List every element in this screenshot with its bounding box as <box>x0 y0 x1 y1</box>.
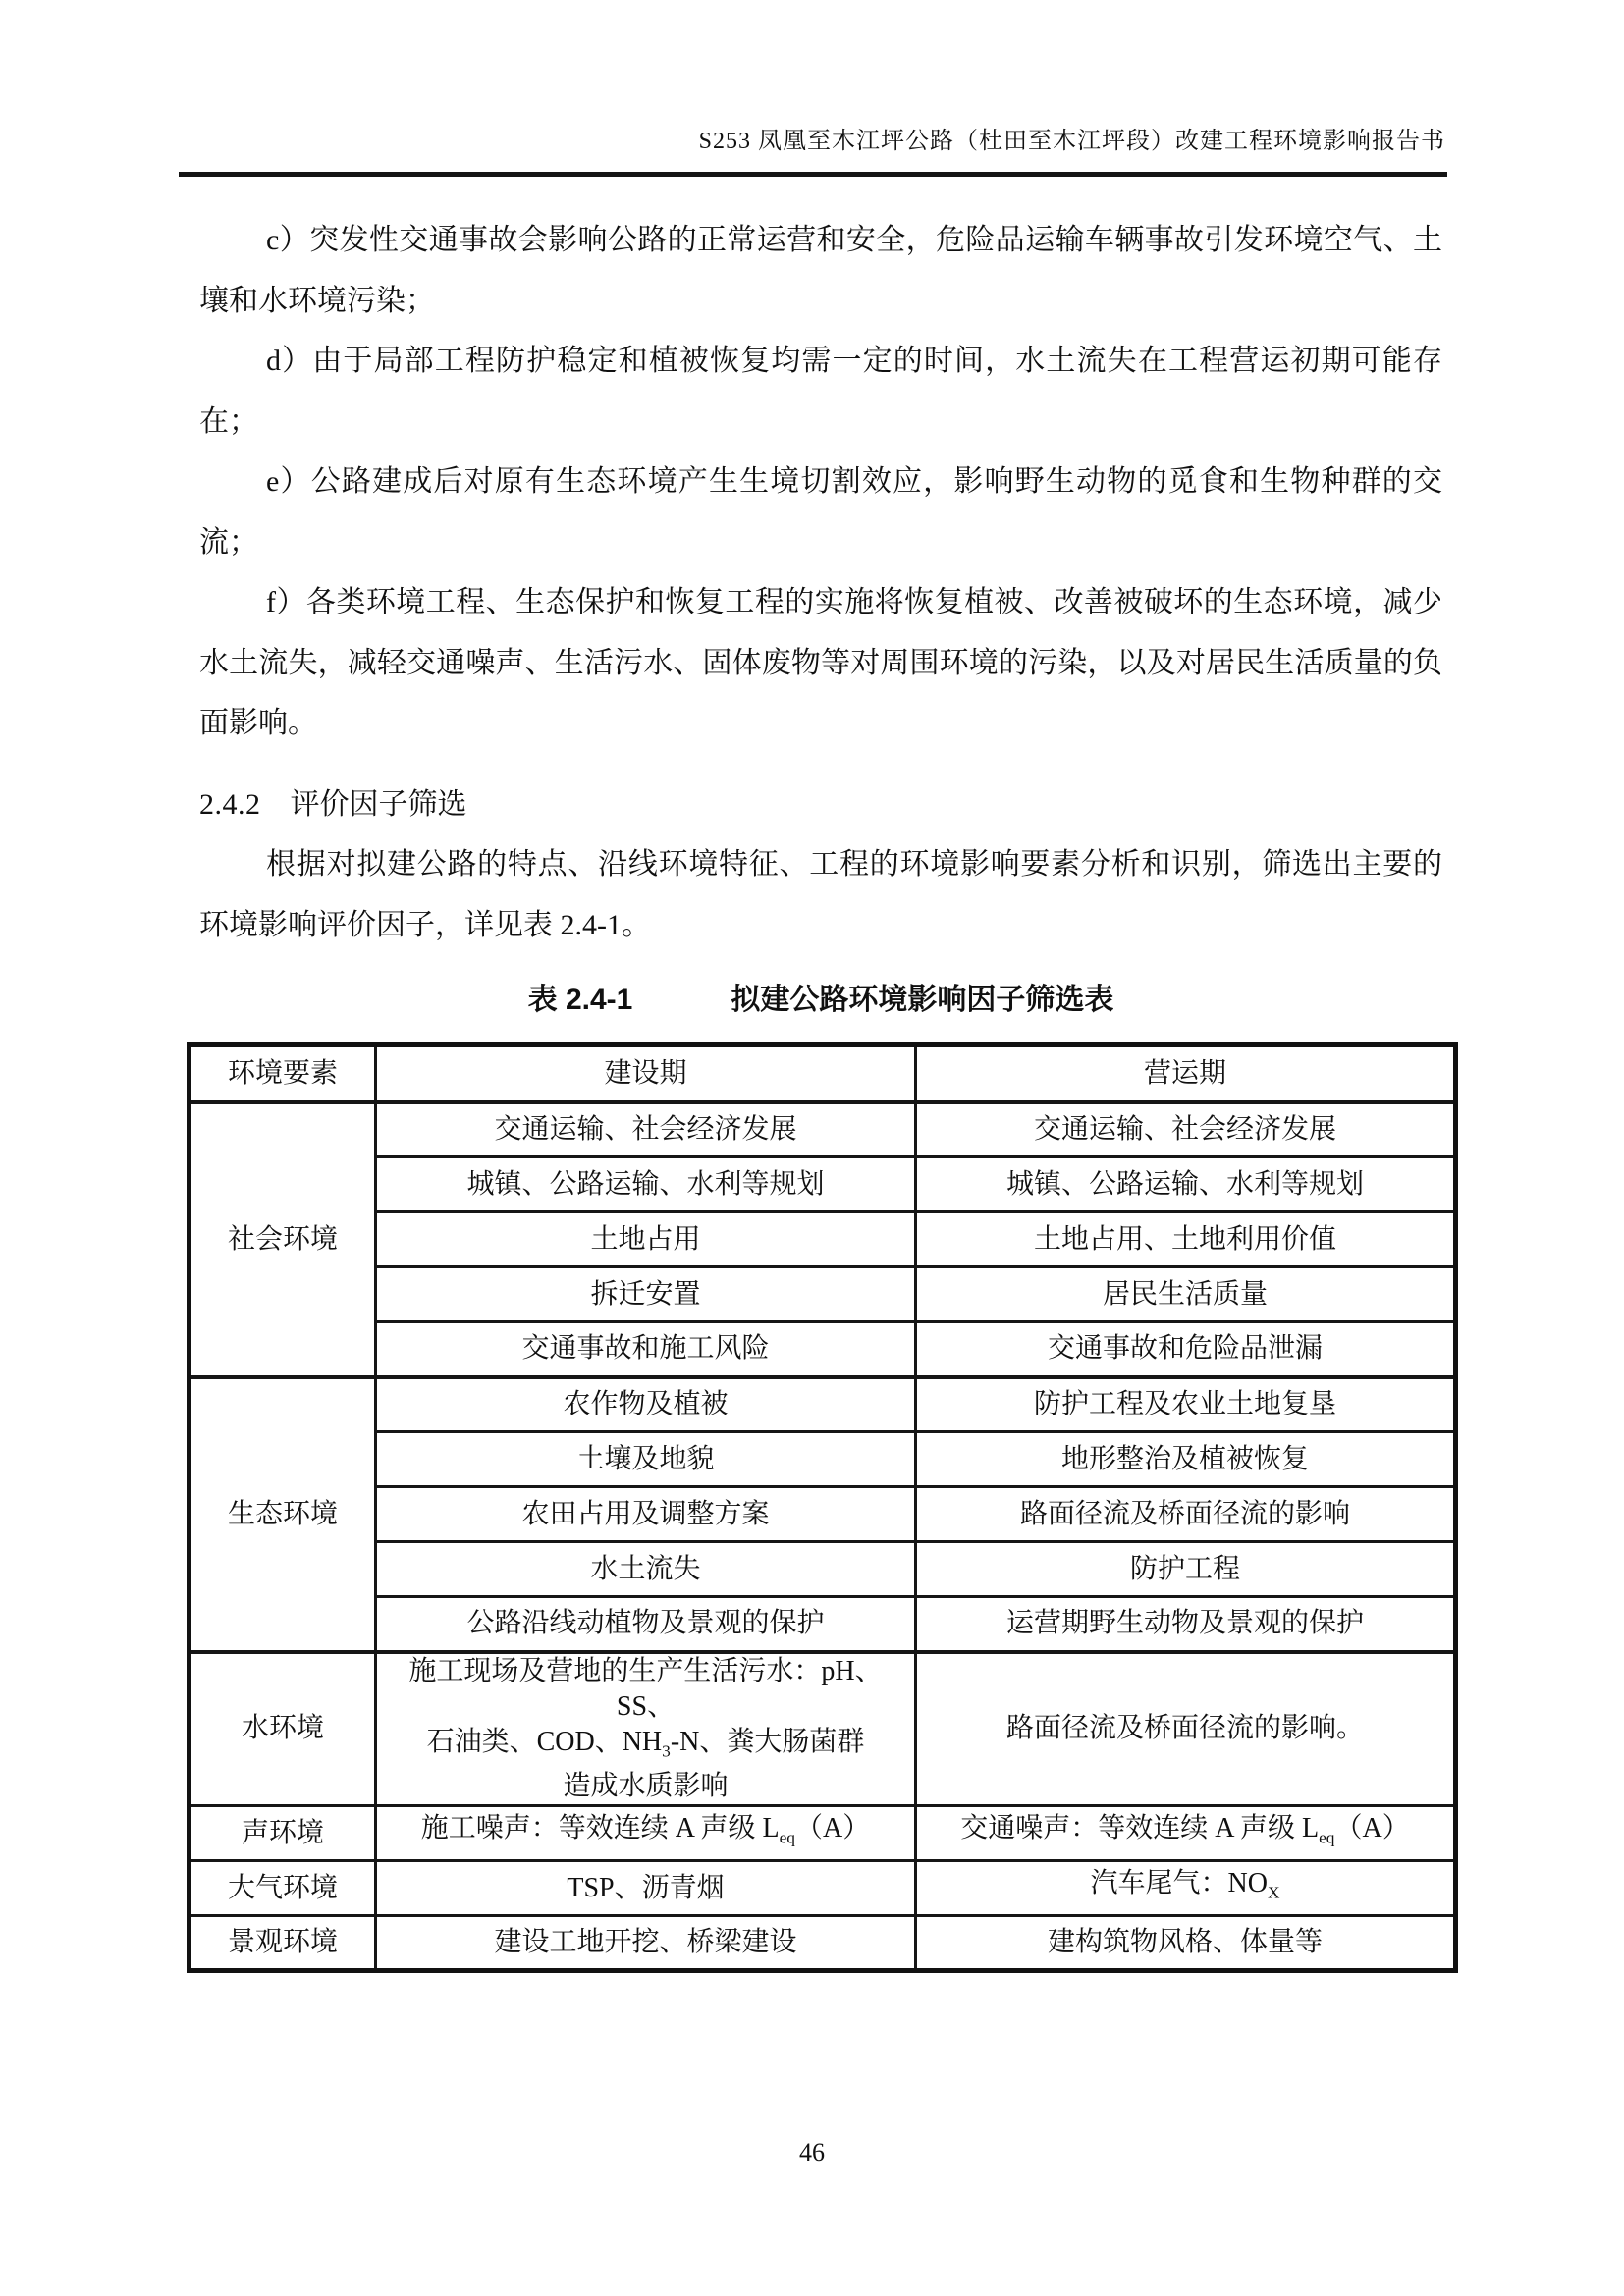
table-cell: 交通运输、社会经济发展 <box>376 1102 916 1157</box>
group-cell-water: 水环境 <box>189 1652 376 1806</box>
subscript: eq <box>779 1828 795 1847</box>
header-cell-construction: 建设期 <box>376 1045 916 1102</box>
paragraph-e: e）公路建成后对原有生态环境产生生境切割效应，影响野生动物的觅食和生物种群的交流； <box>199 465 1442 559</box>
table-caption-label: 表 2.4-1 <box>527 984 633 1016</box>
table-cell: 土地占用、土地利用价值 <box>916 1212 1456 1267</box>
group-cell-social: 社会环境 <box>189 1102 376 1377</box>
body-text <box>199 210 1442 1031</box>
section-number: 2.4.2 <box>199 787 261 821</box>
table-cell: 水土流失 <box>376 1542 916 1597</box>
section-heading <box>199 774 1442 835</box>
table-cell: 居民生活质量 <box>916 1267 1456 1322</box>
table-cell: 交通事故和施工风险 <box>376 1322 916 1377</box>
table-caption-title: 拟建公路环境影响因子筛选表 <box>731 984 1114 1016</box>
table-cell: 交通运输、社会经济发展 <box>916 1102 1456 1157</box>
subscript: 3 <box>662 1741 671 1761</box>
water-line-2: 石油类、COD、$NH_3-N$、粪大肠菌群 <box>426 1726 865 1761</box>
table-cell-noise-operation: 交通噪声：等效连续 A 声级 $L_{eq}(A)$ <box>916 1806 1456 1861</box>
table-cell: 建构筑物风格、体量等 <box>916 1916 1456 1971</box>
table-cell: 拆迁安置 <box>376 1267 916 1322</box>
section-title: 评价因子筛选 <box>290 787 467 821</box>
table-cell-air-operation: 汽车尾气：$NO_X$ <box>916 1861 1456 1916</box>
header-cell-operation: 营运期 <box>916 1045 1456 1102</box>
running-header: S253 凤凰至木江坪公路（杜田至木江坪段）改建工程环境影响报告书 <box>698 129 1445 154</box>
group-cell-landscape: 景观环境 <box>189 1916 376 1971</box>
table-cell: 运营期野生动物及景观的保护 <box>916 1597 1456 1652</box>
table-caption <box>199 970 1442 1031</box>
table-cell: TSP、沥青烟 <box>376 1861 916 1916</box>
section-paragraph: 根据对拟建公路的特点、沿线环境特征、工程的环境影响要素分析和识别，筛选出主要的环境影响评价因子，详见表 2.4-1。 <box>199 848 1442 941</box>
group-cell-ecology: 生态环境 <box>189 1377 376 1652</box>
water-line-3: 造成水质影响 <box>563 1771 729 1802</box>
table-cell: 土地占用 <box>376 1212 916 1267</box>
table-cell: 路面径流及桥面径流的影响 <box>916 1487 1456 1542</box>
table-cell: 建设工地开挖、桥梁建设 <box>376 1916 916 1971</box>
header-cell-factor: 环境要素 <box>189 1045 376 1102</box>
table-cell-water-construction <box>376 1652 916 1806</box>
table-cell: 城镇、公路运输、水利等规划 <box>376 1157 916 1212</box>
table-cell: 公路沿线动植物及景观的保护 <box>376 1597 916 1652</box>
table-cell: 防护工程 <box>916 1542 1456 1597</box>
water-line-1: 施工现场及营地的生产生活污水：pH、SS、 <box>408 1655 883 1722</box>
table-cell: 农田占用及调整方案 <box>376 1487 916 1542</box>
header-rule <box>179 172 1447 177</box>
subscript: X <box>1267 1883 1280 1902</box>
table-cell: 防护工程及农业土地复垦 <box>916 1377 1456 1432</box>
table-cell-noise-construction: 施工噪声：等效连续 A 声级 $L_{eq}(A)$ <box>376 1806 916 1861</box>
page-number: 46 <box>799 2138 825 2166</box>
paragraph-d: d）由于局部工程防护稳定和植被恢复均需一定的时间，水土流失在工程营运初期可能存在； <box>199 345 1442 438</box>
table-cell: 路面径流及桥面径流的影响。 <box>916 1652 1456 1806</box>
paragraph-f: f）各类环境工程、生态保护和恢复工程的实施将恢复植被、改善被破坏的生态环境，减少水土流失，减轻交通噪声、生活污水、固体废物等对周围环境的污染，以及对居民生活质量的负面影响。 <box>199 586 1442 739</box>
table-cell: 土壤及地貌 <box>376 1432 916 1487</box>
group-cell-noise: 声环境 <box>189 1806 376 1861</box>
subscript: eq <box>1319 1828 1335 1847</box>
table-cell: 交通事故和危险品泄漏 <box>916 1322 1456 1377</box>
paragraph-c: c）突发性交通事故会影响公路的正常运营和安全，危险品运输车辆事故引发环境空气、土壤和水环境污染； <box>199 224 1442 317</box>
table-cell: 农作物及植被 <box>376 1377 916 1432</box>
table-cell: 地形整治及植被恢复 <box>916 1432 1456 1487</box>
group-cell-air: 大气环境 <box>189 1861 376 1916</box>
table-cell: 城镇、公路运输、水利等规划 <box>916 1157 1456 1212</box>
impact-factor-table <box>187 1042 1458 1973</box>
